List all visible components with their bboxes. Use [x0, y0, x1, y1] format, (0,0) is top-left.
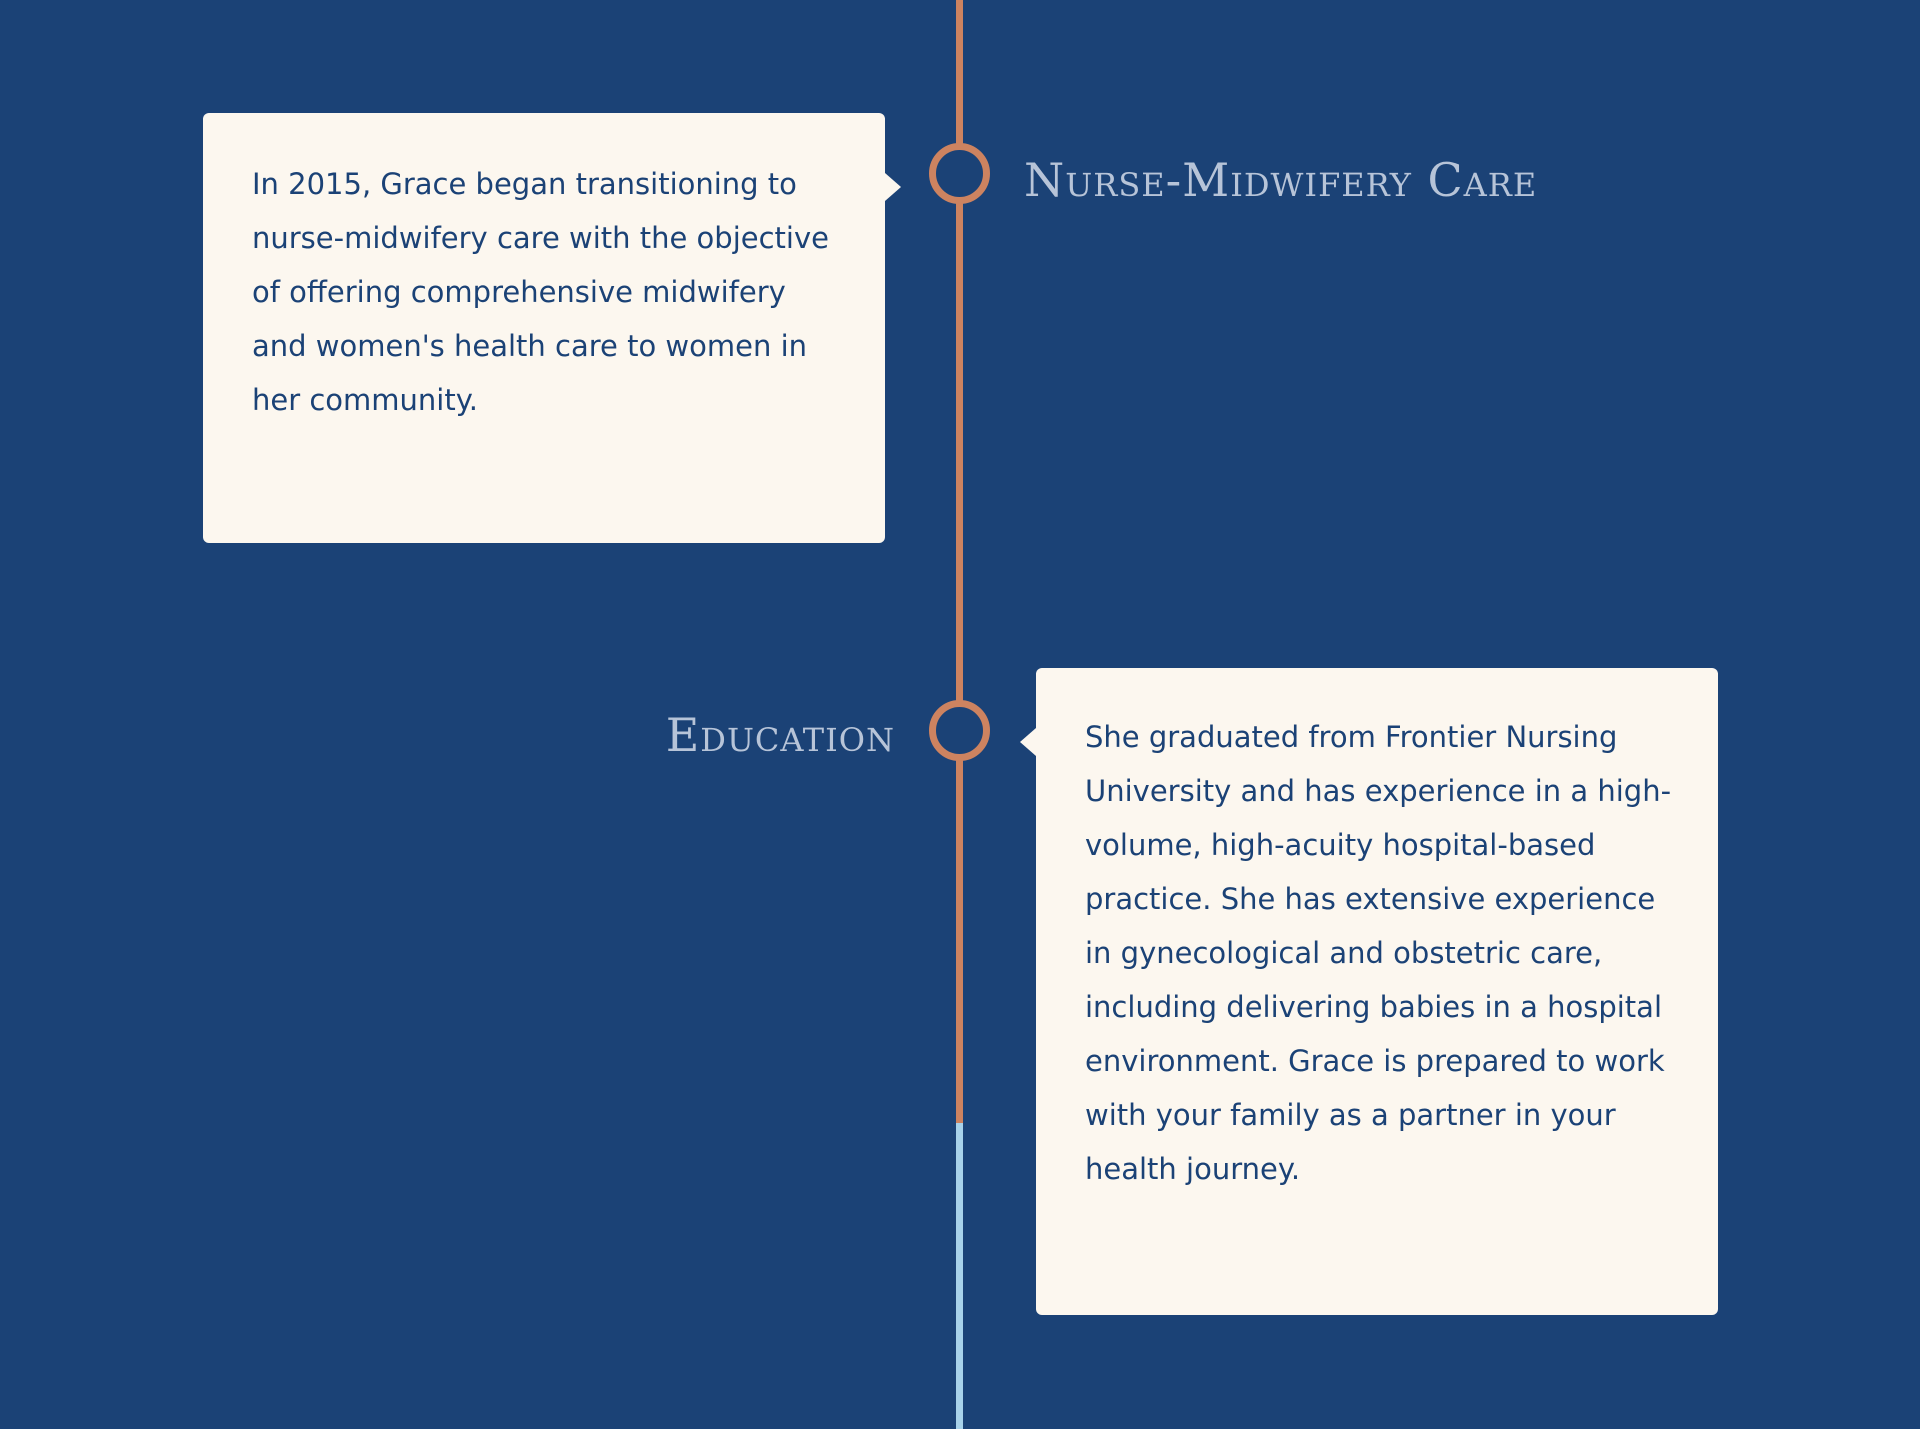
timeline-line-tail [956, 1123, 963, 1429]
timeline-card-education [1036, 668, 1718, 1315]
card-pointer [885, 173, 901, 201]
timeline-card-text: In 2015, Grace began transitioning to nurse-midwifery care with the objective of offering comprehensive midwifery and women's health care to women in her community. [252, 167, 829, 417]
timeline-heading-nurse-midwifery: Nurse-Midwifery Care [1024, 153, 1538, 207]
timeline-node-icon [929, 143, 990, 204]
timeline-heading-education: Education [665, 708, 895, 762]
timeline-card-text: She graduated from Frontier Nursing University and has experience in a high-volume, high-acuity hospital-based practice. She has extensive experience in gynecological and obstetric care, including delivering babies in a hospital environment. Grace is prepared to work with your family as a partner in your health journey. [1085, 720, 1672, 1186]
timeline-node-icon [929, 700, 990, 761]
timeline-card-nurse-midwifery [203, 113, 885, 543]
card-pointer [1020, 728, 1036, 756]
